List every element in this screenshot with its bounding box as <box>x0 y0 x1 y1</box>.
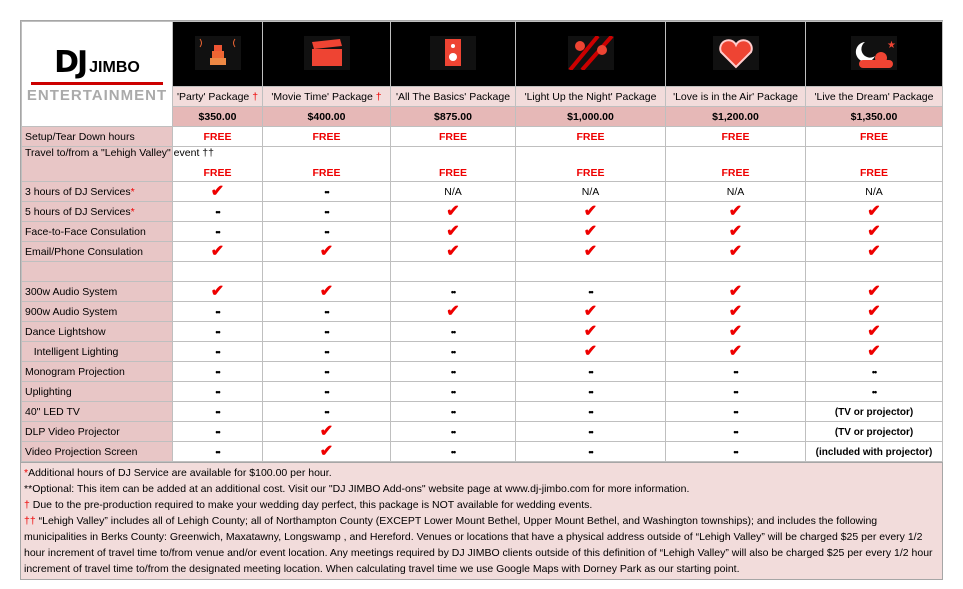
footnote-text: Additional hours of DJ Service are available for $100.00 per hour. <box>28 467 332 479</box>
package-name-text: 'Movie Time' Package <box>271 90 373 103</box>
row-label <box>22 202 173 222</box>
na-label: N/A <box>581 185 600 198</box>
checkmark-icon: ✔ <box>210 282 225 300</box>
row-label-text: DLP Video Projector <box>25 425 120 438</box>
table-cell <box>806 382 943 402</box>
table-cell <box>516 442 666 462</box>
package-name <box>263 87 391 107</box>
package-price: $400.00 <box>263 107 391 127</box>
checkmark-icon: ✔ <box>728 202 743 220</box>
table-cell <box>173 422 263 442</box>
footnote <box>24 465 939 481</box>
spotlights-icon <box>568 36 614 70</box>
package-price: $1,200.00 <box>666 107 806 127</box>
optional-mark: •• <box>215 406 220 417</box>
table-cell <box>806 322 943 342</box>
table-cell <box>391 182 516 202</box>
table-cell <box>263 362 391 382</box>
package-price: $875.00 <box>391 107 516 127</box>
table-cell <box>173 302 263 322</box>
table-row <box>22 442 943 462</box>
table-cell <box>391 382 516 402</box>
logo-dj: DJ <box>54 44 87 80</box>
asterisk-mark: * <box>130 185 135 198</box>
table-row <box>22 342 943 362</box>
optional-mark: •• <box>215 306 220 317</box>
row-label <box>22 442 173 462</box>
free-label: FREE <box>859 130 888 143</box>
table-cell <box>666 242 806 262</box>
table-cell <box>263 342 391 362</box>
footnote <box>24 497 939 513</box>
checkmark-icon: ✔ <box>728 282 743 300</box>
table-cell <box>666 422 806 442</box>
checkmark-icon: ✔ <box>583 342 598 360</box>
optional-mark: •• <box>450 366 456 377</box>
optional-mark: •• <box>733 386 738 397</box>
table-cell <box>263 147 391 182</box>
checkmark-icon: ✔ <box>867 342 881 360</box>
package-name <box>516 87 666 107</box>
row-label <box>22 242 173 262</box>
package-name-text: 'All The Basics' Package <box>395 90 511 103</box>
checkmark-icon: ✔ <box>446 202 460 220</box>
logo-entertainment: ENTERTAINMENT <box>26 86 168 104</box>
table-cell <box>516 147 666 182</box>
package-image <box>391 22 516 87</box>
table-cell <box>516 362 666 382</box>
table-cell <box>173 402 263 422</box>
table-cell <box>516 402 666 422</box>
package-name-text: 'Party' Package <box>176 90 250 103</box>
table-cell <box>173 342 263 362</box>
checkmark-icon: ✔ <box>867 222 881 240</box>
footnote <box>24 481 939 497</box>
package-table <box>21 21 943 462</box>
cell-note: (included with projector) <box>815 446 933 458</box>
checkmark-icon: ✔ <box>319 422 334 440</box>
free-label: FREE <box>438 130 467 143</box>
optional-mark: •• <box>215 366 220 377</box>
package-image <box>263 22 391 87</box>
table-cell <box>391 322 516 342</box>
table-cell <box>516 127 666 147</box>
package-image <box>173 22 263 87</box>
row-label <box>22 282 173 302</box>
table-cell <box>516 262 666 282</box>
table-cell <box>263 202 391 222</box>
package-name <box>806 87 943 107</box>
asterisk-mark: * <box>130 205 135 218</box>
checkmark-icon: ✔ <box>728 302 743 320</box>
table-cell <box>806 242 943 262</box>
free-label: FREE <box>576 130 605 143</box>
optional-mark: •• <box>588 446 593 457</box>
table-cell <box>806 262 943 282</box>
table-cell <box>516 222 666 242</box>
footnote-text: “Lehigh Valley” includes all of Lehigh County; all of Northampton County (EXCEPT Lower Mount Bethel, Upper Mount Bethel, and Washington townships); and includes the following municipalities in Berks County: Greenwich, Maxatawny, Longswamp , and Hereford. Venues or locations that have a physical address outside of “Lehigh Valley” will be charged $25 per every 1/2 hour increment of travel time to/from venue and/or event location. Any meetings required by DJ JIMBO clients outside of this definition of “Lehigh Valley” will also be charged $25 per every 1/2 hour increment of travel time to/from the designated meeting location. When calculating travel time we use Google Maps with Dorney Park as our starting point. <box>24 515 933 575</box>
optional-mark: •• <box>733 426 738 437</box>
table-cell <box>263 442 391 462</box>
package-name <box>173 87 263 107</box>
row-label-text: Intelligent Lighting <box>25 345 119 358</box>
table-cell <box>516 242 666 262</box>
table-cell <box>391 342 516 362</box>
dagger-mark: † <box>252 90 259 103</box>
optional-mark: •• <box>215 226 220 237</box>
optional-mark: •• <box>324 386 329 397</box>
row-label <box>22 147 214 182</box>
row-label <box>22 127 173 147</box>
table-cell <box>173 202 263 222</box>
free-label: FREE <box>312 130 341 143</box>
na-label: N/A <box>726 185 745 198</box>
table-cell <box>806 282 943 302</box>
moon-cloud-icon <box>851 36 897 70</box>
table-cell <box>173 322 263 342</box>
optional-mark: •• <box>450 326 456 337</box>
table-cell <box>666 442 806 462</box>
svg-text:★: ★ <box>887 39 896 51</box>
optional-mark: •• <box>324 186 329 197</box>
table-cell <box>806 127 943 147</box>
optional-mark: •• <box>450 406 456 417</box>
optional-mark: •• <box>450 426 456 437</box>
table-cell <box>391 262 516 282</box>
optional-mark: •• <box>871 366 877 377</box>
table-cell <box>666 222 806 242</box>
package-name-text: 'Light Up the Night' Package <box>524 90 657 103</box>
row-label-text: 5 hours of DJ Services <box>25 205 131 218</box>
checkmark-icon: ✔ <box>728 342 743 360</box>
speaker-icon <box>430 36 476 70</box>
row-label-text: Uplighting <box>25 385 72 398</box>
package-price: $350.00 <box>173 107 263 127</box>
package-image <box>666 22 806 87</box>
table-cell <box>391 402 516 422</box>
footnote <box>24 513 939 577</box>
optional-mark: •• <box>324 326 329 337</box>
optional-mark: •• <box>450 286 456 297</box>
checkmark-icon: ✔ <box>583 202 598 220</box>
checkmark-icon: ✔ <box>210 182 225 200</box>
checkmark-icon: ✔ <box>583 242 598 260</box>
table-cell <box>516 342 666 362</box>
table-cell <box>806 222 943 242</box>
optional-mark: •• <box>450 386 456 397</box>
row-label <box>22 222 173 242</box>
package-price: $1,000.00 <box>516 107 666 127</box>
table-cell <box>666 402 806 422</box>
table-cell <box>173 182 263 202</box>
table-cell <box>391 242 516 262</box>
free-label: FREE <box>721 167 750 179</box>
table-cell <box>263 422 391 442</box>
checkmark-icon: ✔ <box>867 202 881 220</box>
row-label <box>22 302 173 322</box>
checkmark-icon: ✔ <box>319 442 334 460</box>
package-name-text: 'Live the Dream' Package <box>814 90 934 103</box>
row-label <box>22 402 173 422</box>
row-label-text: Travel to/from a "Lehigh Valley" event †† <box>25 147 214 159</box>
row-label <box>22 422 173 442</box>
table-cell <box>391 282 516 302</box>
table-row <box>22 382 943 402</box>
table-cell <box>666 342 806 362</box>
row-label-text: 900w Audio System <box>25 305 118 318</box>
checkmark-icon: ✔ <box>210 242 225 260</box>
optional-mark: •• <box>588 286 593 297</box>
table-cell <box>263 262 391 282</box>
optional-mark: •• <box>733 406 738 417</box>
table-row <box>22 202 943 222</box>
table-cell <box>173 382 263 402</box>
package-price: $1,350.00 <box>806 107 943 127</box>
cell-note: (TV or projector) <box>834 406 914 418</box>
free-label: FREE <box>859 167 888 179</box>
checkmark-icon: ✔ <box>867 242 881 260</box>
checkmark-icon: ✔ <box>583 322 598 340</box>
table-row <box>22 182 943 202</box>
table-cell <box>666 262 806 282</box>
checkmark-icon: ✔ <box>583 302 598 320</box>
optional-mark: •• <box>588 386 593 397</box>
table-cell <box>666 302 806 322</box>
row-label <box>22 362 173 382</box>
table-cell <box>173 262 263 282</box>
package-comparison <box>20 20 943 580</box>
row-label-text: Monogram Projection <box>25 365 125 378</box>
optional-mark: •• <box>733 446 738 457</box>
table-cell <box>806 422 943 442</box>
footnote-text: Optional: This item can be added at an additional cost. Visit our "DJ JIMBO Add-ons" website page at www.dj-jimbo.com for more information. <box>32 483 690 495</box>
row-label-text: Dance Lightshow <box>25 325 106 338</box>
row-label-text: Setup/Tear Down hours <box>25 130 135 143</box>
row-label-text: Email/Phone Consulation <box>25 245 143 258</box>
table-cell <box>391 222 516 242</box>
footnote-text: Due to the pre-production required to make your wedding day perfect, this package is NOT available for wedding events. <box>29 499 593 511</box>
optional-mark: •• <box>324 366 329 377</box>
table-cell <box>391 202 516 222</box>
dagger-mark: † <box>375 90 382 103</box>
table-cell <box>263 182 391 202</box>
logo-jimbo: JIMBO <box>89 58 140 76</box>
checkmark-icon: ✔ <box>867 282 881 300</box>
optional-mark: •• <box>450 346 456 357</box>
checkmark-icon: ✔ <box>446 222 460 240</box>
table-cell <box>666 182 806 202</box>
table-cell <box>516 182 666 202</box>
optional-mark: •• <box>215 386 220 397</box>
optional-mark: •• <box>215 446 220 457</box>
optional-mark: •• <box>215 346 220 357</box>
table-cell <box>666 202 806 222</box>
table-cell <box>806 342 943 362</box>
free-label: FREE <box>203 167 232 179</box>
table-cell <box>806 362 943 382</box>
table-cell <box>666 322 806 342</box>
checkmark-icon: ✔ <box>583 222 598 240</box>
footnotes <box>21 462 942 579</box>
na-label: N/A <box>444 185 462 198</box>
heart-icon <box>713 36 759 70</box>
table-cell <box>173 442 263 462</box>
row-label-text: Video Projection Screen <box>25 445 138 458</box>
table-cell <box>516 382 666 402</box>
cake-icon <box>195 36 241 70</box>
table-row <box>22 302 943 322</box>
free-label: FREE <box>438 167 467 179</box>
table-cell <box>263 382 391 402</box>
table-cell <box>666 282 806 302</box>
row-label <box>22 382 173 402</box>
table-cell <box>516 302 666 322</box>
row-label-text: 3 hours of DJ Services <box>25 185 131 198</box>
checkmark-icon: ✔ <box>446 242 460 260</box>
optional-mark: •• <box>324 206 329 217</box>
row-label-text: 300w Audio System <box>25 285 118 298</box>
table-row <box>22 422 943 442</box>
package-image <box>516 22 666 87</box>
table-cell <box>391 422 516 442</box>
table-cell <box>806 202 943 222</box>
checkmark-icon: ✔ <box>728 322 743 340</box>
table-row <box>22 262 943 282</box>
table-cell <box>263 282 391 302</box>
checkmark-icon: ✔ <box>446 302 460 320</box>
row-label <box>22 182 173 202</box>
row-label-text: 40" LED TV <box>25 405 80 418</box>
package-name <box>391 87 516 107</box>
table-cell <box>263 322 391 342</box>
table-row <box>22 222 943 242</box>
table-cell <box>173 242 263 262</box>
table-row <box>22 242 943 262</box>
package-image <box>806 22 943 87</box>
table-cell <box>173 362 263 382</box>
checkmark-icon: ✔ <box>319 242 334 260</box>
checkmark-icon: ✔ <box>319 282 334 300</box>
table-cell <box>666 362 806 382</box>
table-cell <box>391 302 516 322</box>
optional-mark: •• <box>450 446 456 457</box>
row-label-text: Face-to-Face Consulation <box>25 225 146 238</box>
free-label: FREE <box>312 167 341 179</box>
table-row <box>22 127 943 147</box>
table-cell <box>173 127 263 147</box>
footnote-mark: * <box>24 467 29 479</box>
table-row <box>22 282 943 302</box>
table-row <box>22 322 943 342</box>
table-cell <box>806 402 943 422</box>
optional-mark: •• <box>324 306 329 317</box>
free-label: FREE <box>203 130 232 143</box>
table-cell <box>806 182 943 202</box>
optional-mark: •• <box>215 326 220 337</box>
table-cell <box>263 302 391 322</box>
table-cell <box>516 422 666 442</box>
table-row <box>22 147 943 182</box>
checkmark-icon: ✔ <box>728 222 743 240</box>
table-cell <box>806 442 943 462</box>
table-cell <box>391 362 516 382</box>
optional-mark: •• <box>324 406 329 417</box>
row-label <box>22 342 173 362</box>
package-name-text: 'Love is in the Air' Package <box>673 90 798 103</box>
row-label <box>22 322 173 342</box>
cell-note: (TV or projector) <box>834 426 914 438</box>
table-cell <box>263 222 391 242</box>
table-row <box>22 402 943 422</box>
footnote-mark: † <box>24 499 30 511</box>
checkmark-icon: ✔ <box>867 322 881 340</box>
table-cell <box>516 322 666 342</box>
table-cell <box>263 127 391 147</box>
na-label: N/A <box>865 185 883 198</box>
row-label <box>22 262 173 282</box>
table-cell <box>263 402 391 422</box>
footnote-mark: ** <box>24 483 33 495</box>
table-cell <box>516 202 666 222</box>
package-name <box>666 87 806 107</box>
optional-mark: •• <box>215 426 220 437</box>
table-cell <box>173 222 263 242</box>
footnote-mark: †† <box>24 515 36 527</box>
table-cell <box>666 382 806 402</box>
table-cell <box>391 147 516 182</box>
table-cell <box>806 147 943 182</box>
checkmark-icon: ✔ <box>867 302 881 320</box>
table-cell <box>391 442 516 462</box>
free-label: FREE <box>721 130 750 143</box>
table-cell <box>263 242 391 262</box>
clapperboard-icon <box>304 36 350 70</box>
optional-mark: •• <box>588 406 593 417</box>
optional-mark: •• <box>324 346 329 357</box>
optional-mark: •• <box>871 386 877 397</box>
table-cell <box>666 147 806 182</box>
table-cell <box>173 282 263 302</box>
optional-mark: •• <box>733 366 738 377</box>
free-label: FREE <box>576 167 605 179</box>
table-row <box>22 362 943 382</box>
table-cell <box>806 302 943 322</box>
optional-mark: •• <box>588 426 593 437</box>
table-cell <box>666 127 806 147</box>
table-cell <box>391 127 516 147</box>
optional-mark: •• <box>588 366 593 377</box>
optional-mark: •• <box>324 226 329 237</box>
optional-mark: •• <box>215 206 220 217</box>
dj-jimbo-logo <box>22 22 173 127</box>
checkmark-icon: ✔ <box>728 242 743 260</box>
table-cell <box>516 282 666 302</box>
